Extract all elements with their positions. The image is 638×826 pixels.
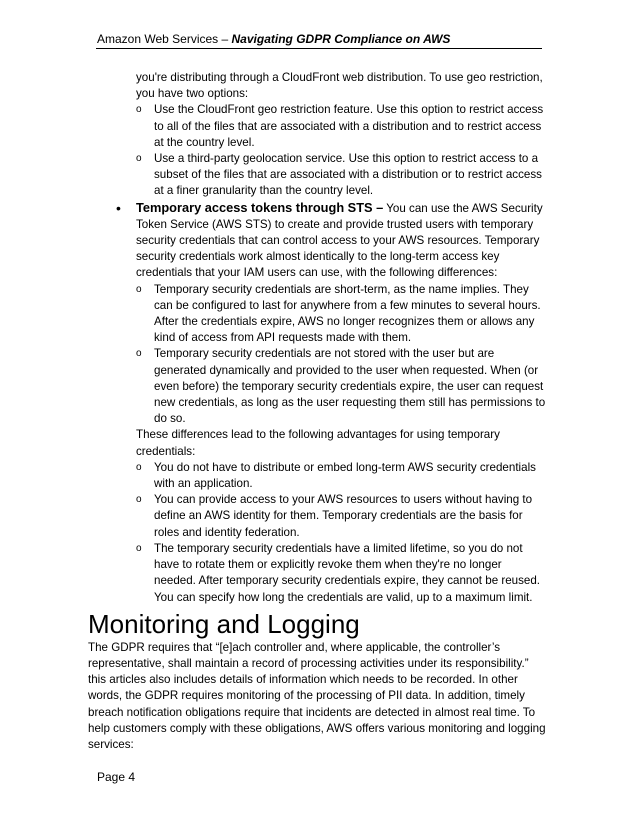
sts-lead: Temporary access tokens through STS – [136, 199, 384, 215]
sts-advantage-1 [136, 460, 546, 492]
section-heading-monitoring: Monitoring and Logging [88, 608, 360, 639]
header-rule [96, 48, 542, 49]
sts-advantages-intro: These differences lead to the following advantages for using temporary credentials: [136, 428, 500, 458]
sts-advantage-text: You do not have to distribute or embed long-term AWS security credentials with an application. [154, 460, 536, 491]
geo-option-1 [136, 102, 546, 151]
sts-advantage-text: You can provide access to your AWS resources to users without having to define an AWS identity for them. Temporary credentials are the basis for roles and identity federation. [154, 493, 533, 539]
geo-intro: you're distributing through a CloudFront web distribution. To use geo restriction, you have two options: [136, 71, 543, 101]
sts-text: You can use the AWS Security Token Service (AWS STS) to create and provide trusted users with temporary security credentials that can control access to your AWS resources. Temporary security credentials work almost identically to the long-term access key credentials that your IAM users can use, with the following differences: [136, 201, 543, 280]
sts-advantage-3 [136, 541, 546, 606]
circle-bullet-icon: o [136, 104, 142, 116]
page-content [88, 70, 546, 753]
sts-difference-text: Temporary security credentials are short-term, as the name implies. They can be configured to last for anywhere from a few minutes to several hours. After the credentials expire, AWS no longer recognizes them or allows any kind of access from API requests made with them. [154, 282, 541, 345]
circle-bullet-icon: o [136, 283, 142, 295]
sts-difference-text: Temporary security credentials are not stored with the user but are generated dynamically and provided to the user when requested. When (or even before) the temporary security credentials expire, the user can request new credentials, as long as the user requesting them still has permissions to do so. [154, 347, 546, 426]
header-company: Amazon Web Services – [97, 32, 232, 46]
circle-bullet-icon: o [136, 153, 142, 165]
circle-bullet-icon: o [136, 494, 142, 506]
sts-advantage-text: The temporary security credentials have a limited lifetime, so you do not have to rotate them or explicitly revoke them when they're no longer needed. After temporary security credentials expire, they cannot be reused. You can specify how long the credentials are valid, up to a maximum limit. [154, 541, 541, 604]
geo-option-2 [136, 151, 546, 200]
sts-difference-2 [136, 346, 546, 427]
header-title: Navigating GDPR Compliance on AWS [231, 32, 451, 46]
page-header [97, 32, 450, 46]
circle-bullet-icon: o [136, 348, 142, 360]
disc-bullet-icon: • [116, 199, 121, 216]
monitoring-paragraph: The GDPR requires that “[e]ach controller and, where applicable, the controller’s representative, shall maintain a record of processing activities under its responsibility.” this articles also includes details of information which needs to be recorded. In other words, the GDPR requires monitoring of the processing of PII data. In addition, timely breach notification obligations require that incidents are detected in almost real time. To help customers comply with these obligations, AWS offers various monitoring and logging services: [88, 640, 546, 751]
circle-bullet-icon: o [136, 461, 142, 473]
sts-bullet [116, 199, 546, 282]
page-number: Page 4 [97, 770, 136, 784]
sts-difference-1 [136, 282, 546, 347]
circle-bullet-icon: o [136, 542, 142, 554]
sts-advantage-2 [136, 492, 546, 541]
geo-option-text: Use the CloudFront geo restriction feature. Use this option to restrict access to all of the files that are associated with a distribution and to restrict access at the country level. [154, 103, 544, 149]
geo-option-text: Use a third-party geolocation service. Use this option to restrict access to a subset of the files that are associated with a distribution or to restrict access at a finer granularity than the country level. [154, 152, 542, 198]
